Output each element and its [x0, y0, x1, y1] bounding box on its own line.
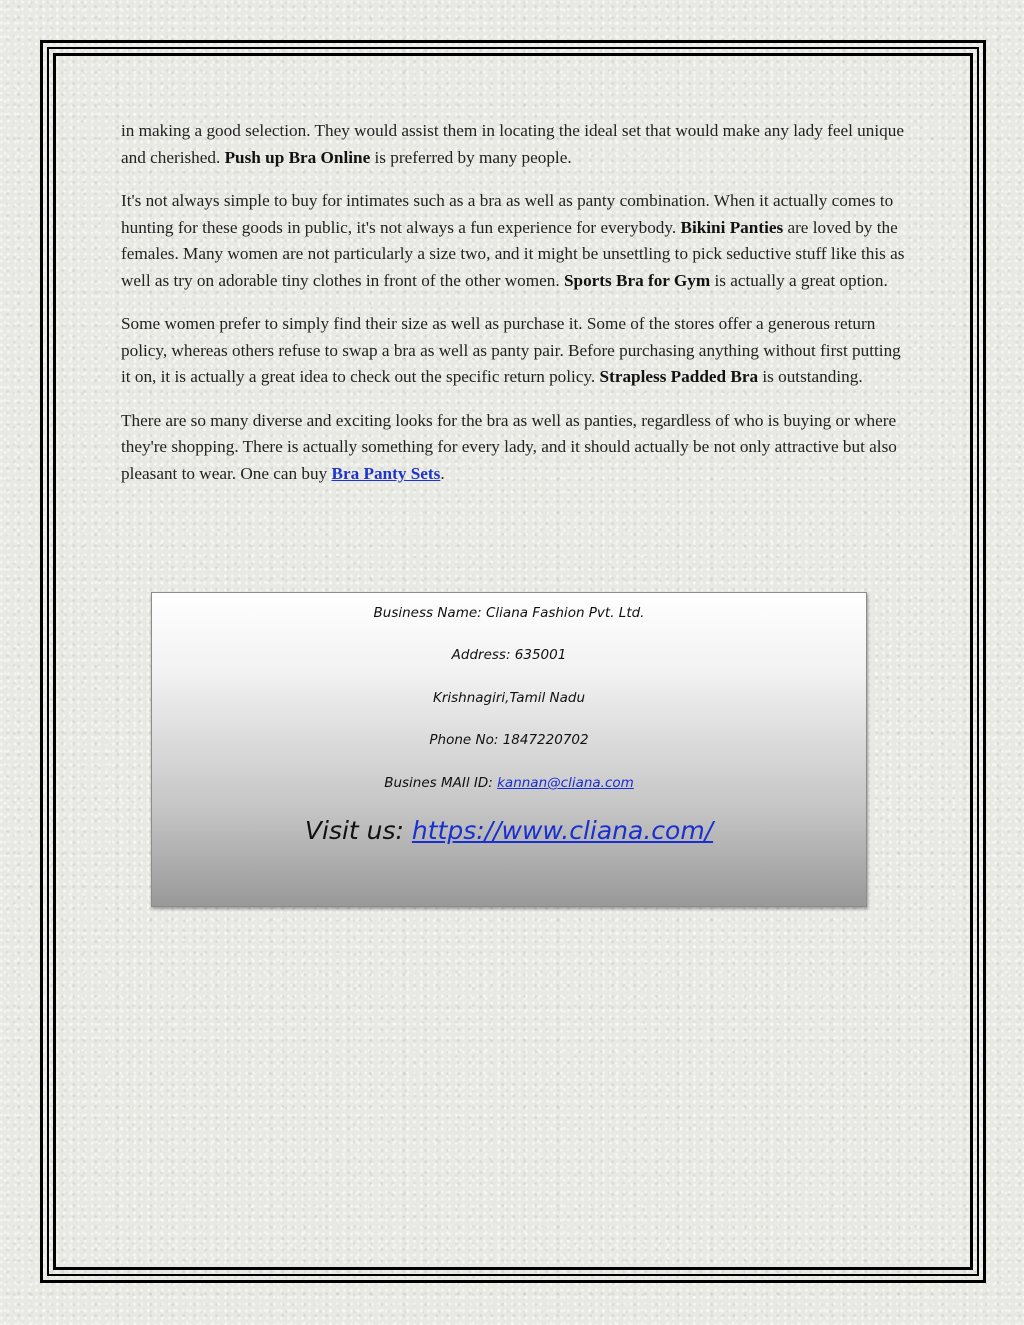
visit-us-label: Visit us:	[304, 816, 412, 845]
business-email-line	[152, 774, 866, 792]
business-name: Business Name: Cliana Fashion Pvt. Ltd.	[373, 605, 645, 621]
website-link[interactable]: https://www.cliana.com/	[411, 816, 714, 845]
business-city: Krishnagiri,Tamil Nadu	[432, 690, 586, 706]
article-body	[121, 118, 911, 504]
bra-panty-sets-link[interactable]: Bra Panty Sets	[331, 463, 441, 483]
paragraph-3: Some women prefer to simply find their size as well as purchase it. Some of the stores offer a generous return policy, whereas others refuse to swap a bra as well as panty pair. Before purchasing anything without first putting it on, it is actually a great idea to check out the specific return policy. Strapless Padded Bra is outstanding.	[121, 314, 901, 386]
keyword-strapless-padded-bra: Strapless Padded Bra	[599, 367, 759, 386]
email-link[interactable]: kannan@cliana.com	[497, 775, 634, 791]
business-info-box	[151, 592, 867, 907]
paragraph-4: There are so many diverse and exciting looks for the bra as well as panties, regardless of who is buying or where they're shopping. There is actually something for every lady, and it should actually be not only attractive but also pleasant to wear. One can buy Bra Panty Sets.	[121, 410, 897, 483]
paragraph-1: in making a good selection. They would assist them in locating the ideal set that would make any lady feel unique and cherished. Push up Bra Online is preferred by many people.	[121, 121, 904, 167]
email-label: Busines MAIl ID:	[384, 775, 498, 791]
paragraph-2: It's not always simple to buy for intimates such as a bra as well as panty combination. When it actually comes to hunting for these goods in public, it's not always a fun experience for everybody. Bikini Panties are loved by the females. Many women are not particularly a size two, and it might be unsettling to pick seductive stuff like this as well as try on adorable tiny clothes in front of the other women. Sports Bra for Gym is actually a great option.	[121, 191, 905, 290]
keyword-sports-bra-for-gym: Sports Bra for Gym	[563, 270, 711, 290]
business-phone: Phone No: 1847220702	[429, 732, 589, 748]
business-address: Address: 635001	[451, 647, 567, 663]
keyword-bikini-panties: Bikini Panties	[680, 217, 784, 237]
visit-us-line	[152, 815, 866, 847]
keyword-push-up-bra-online: Push up Bra Online	[224, 147, 371, 167]
